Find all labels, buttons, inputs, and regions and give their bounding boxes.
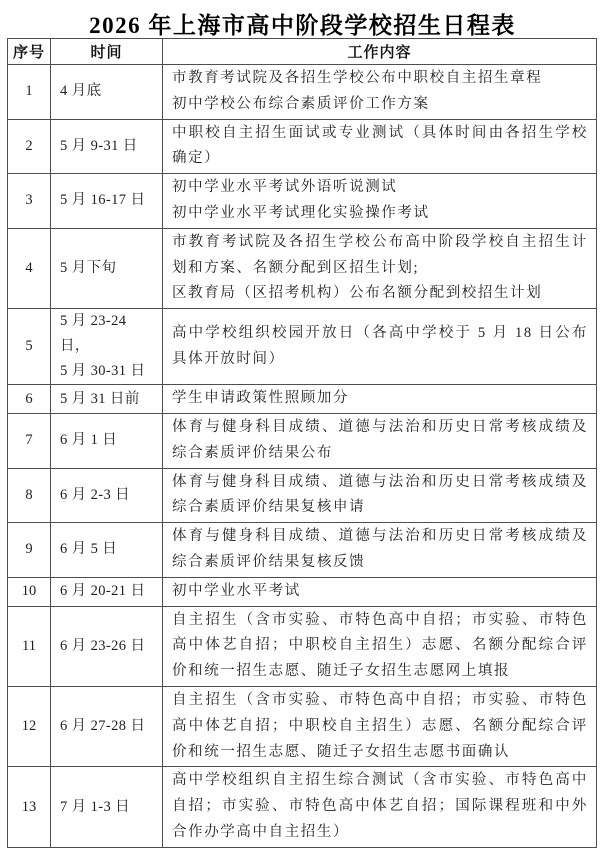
row-time	[51, 413, 163, 468]
row-time	[51, 228, 163, 308]
table-row	[8, 523, 597, 578]
row-time	[51, 523, 163, 578]
row-time	[51, 686, 163, 766]
row-content	[163, 767, 597, 847]
content-paragraph: 初中学业水平考试外语听说测试	[172, 179, 398, 196]
row-content	[163, 606, 597, 686]
content-paragraph: 市教育考试院及各招生学校公布高中阶段学校自主招生计划和方案、名额分配到区招生计划;	[172, 233, 588, 276]
time-line: 5 月 9-31 日	[60, 137, 138, 154]
row-number: 6	[8, 385, 51, 414]
row-content	[163, 119, 597, 174]
content-paragraph: 高中学校组织自主招生综合测试（含市实验、市特色高中自招；市实验、市特色高中体艺自招；国际课程班和中外合作办学高中自主招生）	[172, 772, 588, 840]
content-paragraph: 体育与健身科目成绩、道德与法治和历史日常考核成绩及综合素质评价结果公布	[172, 418, 588, 461]
row-number: 12	[8, 686, 51, 766]
row-content	[163, 686, 597, 766]
table-row	[8, 385, 597, 414]
content-paragraph: 自主招生（含市实验、市特色高中自招；市实验、市特色高中体艺自招；中职校自主招生）志愿、名额分配综合评价和统一招生志愿、随迁子女招生志愿书面确认	[172, 691, 588, 760]
table-row	[8, 767, 597, 847]
row-time	[51, 174, 163, 229]
time-line: 6 月 1 日	[60, 432, 118, 449]
table-row	[8, 413, 597, 468]
row-content	[163, 65, 597, 120]
time-line: 6 月 2-3 日	[60, 486, 131, 503]
table-row	[8, 309, 597, 385]
table-row	[8, 174, 597, 229]
content-paragraph: 区教育局（区招考机构）公布名额分配到校招生计划	[172, 285, 543, 302]
time-line: 4 月底	[60, 83, 102, 100]
table-row	[8, 686, 597, 766]
time-line: 5 月 30-31 日	[60, 363, 146, 380]
row-content	[163, 577, 597, 606]
time-line: 6 月 5 日	[60, 541, 118, 558]
schedule-table	[7, 38, 597, 848]
row-time	[51, 309, 163, 385]
content-paragraph: 自主招生（含市实验、市特色高中自招；市实验、市特色高中体艺自招；中职校自主招生）志愿、名额分配综合评价和统一招生志愿、随迁子女招生志愿网上填报	[172, 611, 588, 680]
row-content	[163, 413, 597, 468]
row-number: 5	[8, 309, 51, 385]
row-number: 4	[8, 228, 51, 308]
row-number: 8	[8, 468, 51, 523]
row-number: 11	[8, 606, 51, 686]
row-number: 1	[8, 65, 51, 120]
table-row	[8, 228, 597, 308]
content-paragraph: 体育与健身科目成绩、道德与法治和历史日常考核成绩及综合素质评价结果复核反馈	[172, 528, 588, 570]
header-cell-time: 时间	[51, 39, 163, 65]
row-number: 9	[8, 523, 51, 578]
time-line: 6 月 20-21 日	[60, 583, 146, 600]
header-cell-number: 序号	[8, 39, 51, 65]
table-body	[8, 65, 597, 848]
content-paragraph: 高中学校组织校园开放日（各高中学校于 5 月 18 日公布具体开放时间）	[172, 324, 588, 367]
table-row	[8, 65, 597, 120]
row-content	[163, 174, 597, 229]
content-paragraph: 初中学业水平考试理化实验操作考试	[172, 204, 430, 221]
row-time	[51, 577, 163, 606]
row-number: 3	[8, 174, 51, 229]
table-row	[8, 606, 597, 686]
table-row	[8, 119, 597, 174]
content-paragraph: 初中学校公布综合素质评价工作方案	[172, 95, 430, 112]
content-paragraph: 市教育考试院及各招生学校公布中职校自主招生章程	[172, 70, 543, 86]
row-content	[163, 228, 597, 308]
row-content	[163, 523, 597, 578]
row-time	[51, 468, 163, 523]
time-line: 5 月 23-24 日，	[60, 313, 127, 355]
row-number: 13	[8, 767, 51, 847]
table-row	[8, 577, 597, 606]
time-line: 5 月 16-17 日	[60, 192, 146, 209]
time-line: 6 月 23-26 日	[60, 637, 146, 654]
row-time	[51, 385, 163, 414]
row-time	[51, 767, 163, 847]
table-header-row	[8, 39, 597, 65]
time-line: 5 月 31 日前	[60, 390, 140, 407]
row-number: 7	[8, 413, 51, 468]
content-paragraph: 中职校自主招生面试或专业测试（具体时间由各招生学校确定）	[172, 124, 588, 167]
row-number: 2	[8, 119, 51, 174]
row-time	[51, 119, 163, 174]
row-content	[163, 309, 597, 385]
row-time	[51, 65, 163, 120]
row-number: 10	[8, 577, 51, 606]
row-content	[163, 385, 597, 414]
content-paragraph: 学生申请政策性照顾加分	[172, 390, 350, 407]
row-content	[163, 468, 597, 523]
table-row	[8, 468, 597, 523]
content-paragraph: 初中学业水平考试	[172, 582, 301, 599]
time-line: 7 月 1-3 日	[60, 798, 131, 815]
row-time	[51, 606, 163, 686]
content-paragraph: 体育与健身科目成绩、道德与法治和历史日常考核成绩及综合素质评价结果复核申请	[172, 473, 588, 516]
time-line: 5 月下旬	[60, 259, 117, 276]
page-title: 2026 年上海市高中阶段学校招生日程表	[89, 13, 516, 38]
header-cell-content: 工作内容	[163, 39, 597, 65]
time-line: 6 月 27-28 日	[60, 718, 146, 735]
